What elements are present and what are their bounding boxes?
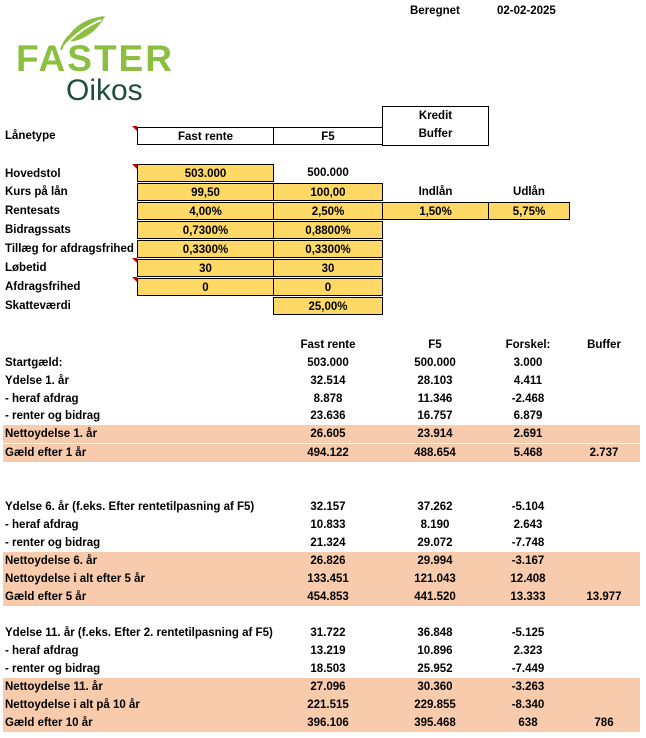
cell-f5: 395.468 — [414, 717, 456, 729]
cell-f5: 37.262 — [417, 501, 453, 513]
row-label: - renter og bidrag — [5, 410, 101, 422]
cell-diff: -7.449 — [511, 663, 545, 675]
loan-type-fixed[interactable]: Fast rente — [137, 127, 274, 145]
cell-f5: 29.072 — [417, 537, 453, 549]
credit-buffer-box — [382, 106, 489, 146]
cell-f5: 23.914 — [417, 428, 453, 440]
afdragsfrihed-fixed-input[interactable]: 0 — [137, 278, 274, 296]
kurs-fixed-input[interactable]: 99,50 — [137, 183, 274, 201]
cell-diff: 3.000 — [513, 357, 543, 369]
afdragsfrihed-f5-input[interactable]: 0 — [273, 278, 383, 296]
cell-f5: 36.848 — [417, 627, 453, 639]
cell-f5: 28.103 — [417, 375, 453, 387]
cell-diff: 4.411 — [513, 375, 543, 387]
tillaeg-label: Tillæg for afdragsfrihed — [5, 243, 134, 255]
skattevaerdi-input[interactable]: 25,00% — [273, 297, 383, 315]
bidragssats-fixed-input[interactable]: 0,7300% — [137, 221, 274, 239]
cell-fixed: 8.878 — [313, 393, 343, 405]
logo-oikos-text: Oikos — [66, 74, 143, 107]
indlaan-label: Indlån — [418, 186, 453, 198]
cell-f5: 229.855 — [414, 699, 456, 711]
loan-type-label: Lånetype — [5, 130, 56, 142]
loebetid-label: Løbetid — [5, 262, 47, 274]
cell-fixed: 503.000 — [307, 357, 349, 369]
cell-f5: 10.896 — [417, 645, 453, 657]
cell-f5: 121.043 — [414, 573, 456, 585]
cell-fixed: 133.451 — [307, 573, 349, 585]
col-header-f5: F5 — [428, 339, 442, 351]
cell-fixed: 10.833 — [310, 519, 346, 531]
calculated-label: Beregnet — [410, 5, 460, 17]
cell-f5: 500.000 — [414, 357, 456, 369]
skattevaerdi-label: Skatteværdi — [5, 300, 71, 312]
cell-fixed: 27.096 — [310, 681, 346, 693]
row-label: Nettoydelse 1. år — [5, 428, 98, 440]
calculated-date: 02-02-2025 — [497, 5, 556, 17]
afdragsfrihed-label: Afdragsfrihed — [5, 281, 81, 293]
cell-diff: 6.879 — [513, 410, 543, 422]
row-label: Ydelse 11. år (f.eks. Efter 2. rentetilpasning af F5) — [5, 627, 273, 639]
row-label: Gæld efter 1 år — [5, 447, 87, 459]
row-label: Nettoydelse 6. år — [5, 555, 98, 567]
cell-diff: 2.643 — [513, 519, 543, 531]
cell-fixed: 454.853 — [307, 591, 349, 603]
col-header-fixed: Fast rente — [300, 339, 356, 351]
loebetid-f5-input[interactable]: 30 — [273, 259, 383, 277]
col-header-diff: Forskel: — [505, 339, 551, 351]
kurs-label: Kurs på lån — [5, 186, 68, 198]
cell-f5: 488.654 — [414, 447, 456, 459]
cell-diff: -5.104 — [511, 501, 545, 513]
row-label: Ydelse 1. år — [5, 375, 69, 387]
cell-fixed: 31.722 — [310, 627, 346, 639]
cell-f5: 25.952 — [417, 663, 453, 675]
row-label: Gæld efter 5 år — [5, 591, 87, 603]
row-label: Nettoydelse 11. år — [5, 681, 103, 693]
row-label: - renter og bidrag — [5, 663, 101, 675]
cell-diff: 12.408 — [510, 573, 546, 585]
hovedstol-f5-value: 500.000 — [307, 167, 349, 179]
cell-fixed: 26.605 — [310, 428, 346, 440]
row-label: Ydelse 6. år (f.eks. Efter rentetilpasning af F5) — [5, 501, 255, 513]
cell-buffer: 2.737 — [589, 447, 619, 459]
cell-buffer: 786 — [594, 717, 614, 729]
credit-buffer-line2: Buffer — [418, 128, 453, 140]
row-label: - heraf afdrag — [5, 645, 79, 657]
row-label: - heraf afdrag — [5, 393, 79, 405]
cell-fixed: 23.636 — [310, 410, 346, 422]
cell-diff: -7.748 — [511, 537, 545, 549]
cell-diff: 13.333 — [510, 591, 546, 603]
loebetid-fixed-input[interactable]: 30 — [137, 259, 274, 277]
rentesats-indlaan-input[interactable]: 1,50% — [382, 202, 489, 220]
row-label: Nettoydelse i alt efter 5 år — [5, 573, 145, 585]
cell-f5: 11.346 — [417, 393, 453, 405]
rentesats-fixed-input[interactable]: 4,00% — [137, 202, 274, 220]
loan-type-f5[interactable]: F5 — [273, 127, 383, 145]
row-label: Nettoydelse i alt på 10 år — [5, 699, 140, 711]
cell-fixed: 21.324 — [310, 537, 346, 549]
cell-f5: 29.994 — [417, 555, 453, 567]
rentesats-udlaan-input[interactable]: 5,75% — [488, 202, 570, 220]
row-label: Startgæld: — [5, 357, 63, 369]
rentesats-f5-input[interactable]: 2,50% — [273, 202, 383, 220]
credit-buffer-line1: Kredit — [418, 110, 453, 122]
hovedstol-fixed-input[interactable]: 503.000 — [137, 164, 274, 182]
cell-buffer: 13.977 — [586, 591, 622, 603]
cell-f5: 30.360 — [417, 681, 453, 693]
cell-fixed: 26.826 — [310, 555, 346, 567]
cell-diff: -8.340 — [511, 699, 545, 711]
cell-fixed: 13.219 — [310, 645, 346, 657]
cell-fixed: 32.514 — [310, 375, 346, 387]
cell-fixed: 32.157 — [310, 501, 346, 513]
cell-diff: -2.468 — [511, 393, 545, 405]
tillaeg-f5-input[interactable]: 0,3300% — [273, 240, 383, 258]
cell-diff: -3.167 — [511, 555, 545, 567]
udlaan-label: Udlån — [513, 186, 545, 198]
cell-diff: 638 — [518, 717, 538, 729]
rentesats-label: Rentesats — [5, 205, 60, 217]
cell-diff: -5.125 — [511, 627, 545, 639]
tillaeg-fixed-input[interactable]: 0,3300% — [137, 240, 274, 258]
col-header-buffer: Buffer — [587, 339, 621, 351]
cell-f5: 8.190 — [420, 519, 450, 531]
cell-f5: 441.520 — [414, 591, 456, 603]
logo-faster-text: FASTER — [16, 38, 174, 79]
cell-diff: 5.468 — [513, 447, 543, 459]
row-label: Gæld efter 10 år — [5, 717, 93, 729]
cell-fixed: 18.503 — [310, 663, 346, 675]
cell-fixed: 494.122 — [307, 447, 349, 459]
row-label: - renter og bidrag — [5, 537, 101, 549]
row-label: - heraf afdrag — [5, 519, 79, 531]
cell-fixed: 396.106 — [307, 717, 349, 729]
hovedstol-label: Hovedstol — [5, 168, 61, 180]
cell-fixed: 221.515 — [307, 699, 349, 711]
cell-f5: 16.757 — [417, 410, 453, 422]
cell-diff: 2.691 — [513, 428, 543, 440]
bidragssats-label: Bidragssats — [5, 224, 71, 236]
cell-diff: 2.323 — [513, 645, 543, 657]
kurs-f5-input[interactable]: 100,00 — [273, 183, 383, 201]
cell-diff: -3.263 — [511, 681, 545, 693]
bidragssats-f5-input[interactable]: 0,8800% — [273, 221, 383, 239]
